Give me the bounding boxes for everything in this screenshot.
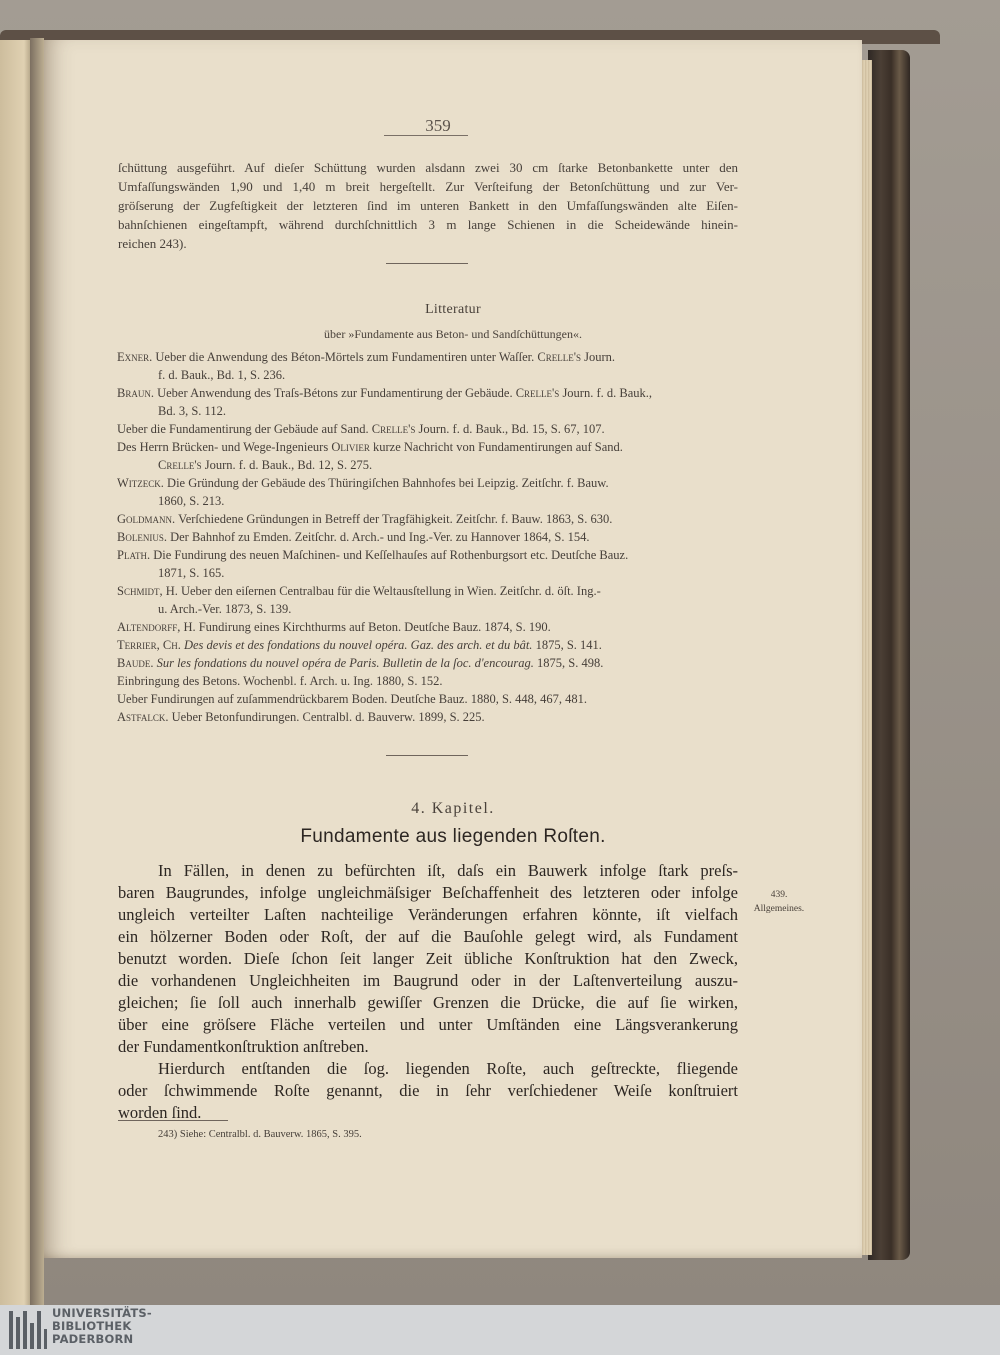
literature-entry-continuation bbox=[158, 456, 739, 474]
literature-entry-continuation: 1871, S. 165. bbox=[158, 566, 225, 580]
entry-author: Altendorff, H. bbox=[117, 620, 196, 634]
literature-entry bbox=[117, 672, 739, 690]
literature-entry bbox=[117, 582, 739, 600]
entry-text: Die Gründung der Gebäude des Thüringiſchen Bahnhofes bei Leipzig. Zeitſchr. f. Bauw. bbox=[167, 476, 609, 490]
literature-entry bbox=[117, 690, 739, 708]
top-paragraph-line: bahnſchienen eingeſtampft, während durchſchnittlich 3 m lange Schienen in die Scheidewände hinein- bbox=[118, 217, 738, 232]
entry-text: 1875, S. 498. bbox=[537, 656, 604, 670]
body-line: der Fundamentkonſtruktion anſtreben. bbox=[118, 1037, 369, 1056]
entry-rest: Journ. f. d. Bauk., bbox=[562, 386, 653, 400]
body-line: ungleich verteilter Laſten nachteilige Veränderungen erfahren könnte, iſt vielfach bbox=[118, 905, 738, 924]
literature-entry bbox=[117, 654, 739, 672]
body-line: In Fällen, in denen zu befürchten iſt, daſs ein Bauwerk infolge ſtark preſs- bbox=[158, 861, 738, 880]
body-line: Hierdurch entſtanden die ſog. liegenden Roſte, auch geſtreckte, fliegende bbox=[158, 1059, 738, 1078]
body-line: ein hölzerner Boden oder Roſt, der auf die Bauſohle gelegt wird, als Fundament bbox=[118, 927, 738, 946]
library-footer bbox=[0, 1305, 1000, 1355]
literature-title: Litteratur bbox=[425, 302, 481, 317]
entry-author: Goldmann. bbox=[117, 512, 176, 526]
entry-source: Crelle's bbox=[158, 458, 202, 472]
top-paragraph-line: ſchüttung ausgeführt. Auf dieſer Schüttung wurden alsdann zwei 30 cm ſtarke Betonbankette unter den bbox=[118, 160, 738, 175]
section-divider bbox=[386, 755, 468, 756]
entry-text: Verſchiedene Gründungen in Betreff der Tragfähigkeit. Zeitſchr. f. Bauw. 1863, S. 630. bbox=[178, 512, 613, 526]
entry-text: Ueber die Fundamentirung der Gebäude auf Sand. bbox=[117, 422, 369, 436]
top-paragraph-line: reichen 243). bbox=[118, 236, 187, 251]
entry-source: Olivier bbox=[331, 440, 370, 454]
literature-entry-continuation: 1860, S. 213. bbox=[158, 494, 225, 508]
entry-italic-title: Des devis et des fondations du nouvel opéra. Gaz. des arch. et du bât. bbox=[183, 638, 533, 652]
entry-rest: Journ. f. d. Bauk., Bd. 12, S. 275. bbox=[204, 458, 373, 472]
footnote-rule bbox=[118, 1120, 228, 1121]
entry-text: Der Bahnhof zu Emden. Zeitſchr. d. Arch.- und Ing.-Ver. zu Hannover 1864, S. 154. bbox=[170, 530, 590, 544]
entry-author: Braun. bbox=[117, 386, 154, 400]
literature-entry bbox=[117, 546, 739, 564]
page-gutter bbox=[30, 38, 44, 1305]
entry-rest: kurze Nachricht von Fundamentirungen auf Sand. bbox=[372, 440, 623, 454]
entry-source: Crelle's bbox=[515, 386, 560, 400]
entry-text: Fundirung eines Kirchthurms auf Beton. Deutſche Bauz. 1874, S. 190. bbox=[198, 620, 551, 634]
margin-note bbox=[744, 888, 814, 916]
library-name-line: BIBLIOTHEK bbox=[52, 1318, 132, 1333]
body-line: worden ſind. bbox=[118, 1103, 202, 1122]
literature-entry bbox=[117, 636, 739, 654]
library-name-line: UNIVERSITÄTS- bbox=[52, 1306, 152, 1320]
literature-entry bbox=[117, 708, 739, 726]
footnote: 243) Siehe: Centralbl. d. Bauverw. 1865, S. 395. bbox=[158, 1129, 362, 1140]
entry-author: Baude. bbox=[117, 656, 154, 670]
entry-source: Crelle's bbox=[537, 350, 581, 364]
margin-note-label: Allgemeines. bbox=[753, 904, 805, 914]
top-paragraph-line: gröſserung der Zugfeſtigkeit der letzteren ſind im unteren Bankett in den Umfaſſungswänden alte Eiſen- bbox=[118, 198, 738, 213]
entry-author: Terrier, Ch. bbox=[117, 638, 181, 652]
entry-rest: Journ. f. d. Bauk., Bd. 15, S. 67, 107. bbox=[418, 422, 605, 436]
entry-text: Ueber die Anwendung des Béton-Mörtels zum Fundamentiren unter Waſſer. bbox=[155, 350, 535, 364]
entry-author: Schmidt, H. bbox=[117, 584, 178, 598]
entry-author: Astfalck. bbox=[117, 710, 169, 724]
entry-author: Witzeck. bbox=[117, 476, 164, 490]
left-page-edge bbox=[0, 40, 30, 1305]
entry-text: Ueber Anwendung des Traſs-Bétons zur Fundamentirung der Gebäude. bbox=[157, 386, 513, 400]
literature-entry bbox=[117, 618, 739, 636]
entry-text: Ueber Fundirungen auf zuſammendrückbarem Boden. Deutſche Bauz. 1880, S. 448, 467, 481. bbox=[117, 692, 588, 706]
body-line: benutzt worden. Dieſe ſchon ſeit langer Zeit übliche Konſtruktion hat den Zweck, bbox=[118, 949, 738, 968]
entry-text: Die Fundirung des neuen Maſchinen- und Keſſelhauſes auf Rothenburgsort etc. Deutſche Bauz. bbox=[153, 548, 629, 562]
literature-entry bbox=[117, 528, 739, 546]
book-page bbox=[44, 40, 862, 1258]
chapter-label: 4. Kapitel. bbox=[411, 800, 495, 817]
library-name-line: PADERBORN bbox=[52, 1331, 134, 1346]
entry-text: Ueber den eiſernen Centralbau für die Weltausſtellung in Wien. Zeitſchr. d. öſt. Ing.- bbox=[180, 584, 601, 598]
literature-entry-continuation: Bd. 3, S. 112. bbox=[158, 404, 226, 418]
top-paragraph-line: Umfaſſungswänden 1,90 und 1,40 m breit hergeſtellt. Zur Verſteifung der Betonſchüttung und zur Ver- bbox=[118, 179, 738, 194]
entry-rest: Journ. bbox=[584, 350, 616, 364]
page-number-rule bbox=[384, 135, 468, 136]
literature-subtitle: über »Fundamente aus Beton- und Sandſchüttungen«. bbox=[324, 327, 582, 341]
literature-entry bbox=[117, 348, 739, 366]
library-logo-icon bbox=[8, 1309, 48, 1351]
literature-entry bbox=[117, 420, 739, 438]
literature-entry bbox=[117, 384, 739, 402]
chapter-title: Fundamente aus liegenden Roſten. bbox=[300, 826, 606, 847]
section-divider bbox=[386, 263, 468, 264]
margin-note-number: 439. bbox=[770, 890, 788, 900]
library-name bbox=[52, 1307, 152, 1345]
book-cover-right-edge bbox=[868, 50, 910, 1260]
entry-source: Crelle's bbox=[371, 422, 416, 436]
body-line: gleichen; ſie ſoll auch innerhalb gewiſſer Grenzen die Drücke, die auf ſie wirken, bbox=[118, 993, 738, 1012]
entry-text: 1875, S. 141. bbox=[535, 638, 602, 652]
entry-italic-title: Sur les fondations du nouvel opéra de Paris. Bulletin de la ſoc. d'encourag. bbox=[156, 656, 534, 670]
literature-entry bbox=[117, 510, 739, 528]
entry-author: Exner. bbox=[117, 350, 153, 364]
literature-entry-continuation: f. d. Bauk., Bd. 1, S. 236. bbox=[158, 368, 286, 382]
page-number: 359 bbox=[425, 116, 451, 135]
entry-text: Des Herrn Brücken- und Wege-Ingenieurs bbox=[117, 440, 329, 454]
entry-text: Einbringung des Betons. Wochenbl. f. Arch. u. Ing. 1880, S. 152. bbox=[117, 674, 443, 688]
body-line: baren Baugrundes, infolge ungleichmäſsiger Beſchaffenheit des letzteren oder infolge bbox=[118, 883, 738, 902]
entry-author: Bolenius. bbox=[117, 530, 167, 544]
entry-text: Ueber Betonfundirungen. Centralbl. d. Bauverw. 1899, S. 225. bbox=[171, 710, 485, 724]
body-line: oder ſchwimmende Roſte genannt, die in ſehr verſchiedener Weiſe konſtruiert bbox=[118, 1081, 738, 1100]
body-line: über eine gröſsere Fläche verteilen und unter Umſtänden eine Längsverankerung bbox=[118, 1015, 738, 1034]
body-line: die vorhandenen Ungleichheiten im Baugrund oder in der Laſtenverteilung auszu- bbox=[118, 971, 738, 990]
entry-author: Plath. bbox=[117, 548, 151, 562]
literature-entry-continuation: u. Arch.-Ver. 1873, S. 139. bbox=[158, 602, 292, 616]
literature-entry bbox=[117, 438, 739, 456]
literature-entry bbox=[117, 474, 739, 492]
